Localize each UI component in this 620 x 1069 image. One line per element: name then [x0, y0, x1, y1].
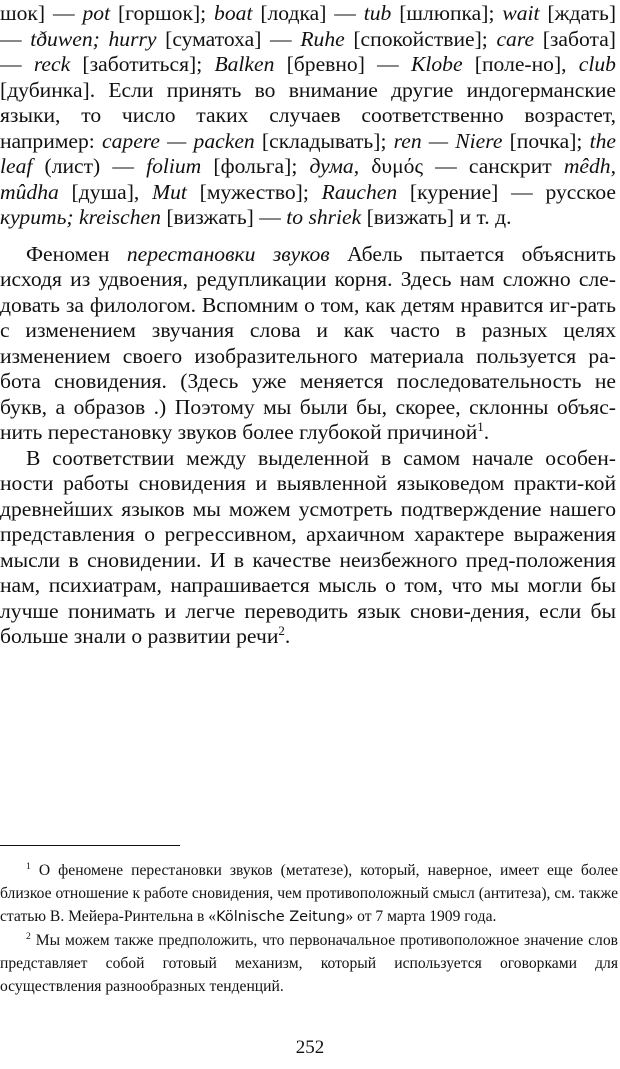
footnote-1-mark: 1 [26, 860, 31, 872]
paragraph-sound-transposition: Феномен перестановки звуков Абель пытается объяснить исходя из удвоения, редупликации корня. Здесь нам сложно сле-довать за филологом. Вспомним о том, как детям нравится иг-рать с изменением звучания слова и как часто в разных целях изменением своего изобразительного материала пользуется ра-бота сновидения. (Здесь уже меняется последовательность не букв, а образов .) Поэтому мы были бы, скорее, склонны объяс-нить перестановку звуков более глубокой причиной$^1$. [0, 241, 616, 444]
footnote-2-mark: 2 [26, 930, 31, 942]
footnote-2: $^2$ Мы можем также предположить, что первоначальное противоположное значение слов представляет собой готовый механизм, который используется оговорками для осуществления разнообразных тенденций. [0, 930, 618, 995]
footnotes [0, 859, 618, 998]
footnote-ref-2[interactable]: 2 [278, 622, 285, 638]
footnote-divider [0, 845, 180, 846]
footnote-ref-1[interactable]: 1 [477, 418, 484, 434]
paragraph-word-examples: шок] — pot [горшок]; boat [лодка] — tub [шлюпка]; wait [ждать] — tðuwen; hurry [суматоха] — Ruhe [спокойствие]; care [забота] — reck [заботиться]; Balken [бревно] — Klobe [поле-но], club [дубинка]. Если принять во внимание другие индогерманские языки, то число таких случаев соответственно возрастет, например: capere — packen [складывать]; ren — Niere [почка]; the leaf (лист) — folium [фольга]; дума, δυμός — санскрит mêdh, mûdha [душа], Mut [мужество]; Rauchen [курение] — русское курить; kreischen [визжать] — to shriek [визжать] и т. д. [0, 1, 617, 229]
paragraph-regressive-character: В соответствии между выделенной в самом начале особен-ности работы сновидения и выявленной языковедом практи-кой древнейших языков мы можем усмотреть подтверждение нашего представления о регрессивном, архаичном характере выражения мысли в сновидении. И в качестве неизбежного пред-положения нам, психиатрам, напрашивается мысль о том, что мы могли бы лучше понимать и легче переводить язык снови-дения, если бы больше знали о развитии речи$^2$. [0, 445, 616, 648]
page-number: 252 [295, 1037, 325, 1058]
newspaper-name: Kölnische Zeitung [216, 909, 346, 925]
footnote-1: $^1$ О феномене перестановки звуков (метатезе), который, наверное, имеет еще более близкое отношение к работе сновидения, чем противоположный смысл (антитеза), см. также статью В. Мейера-Ринтельна в «Kölnische Zeitung» от 7 марта 1909 года. [0, 860, 618, 925]
